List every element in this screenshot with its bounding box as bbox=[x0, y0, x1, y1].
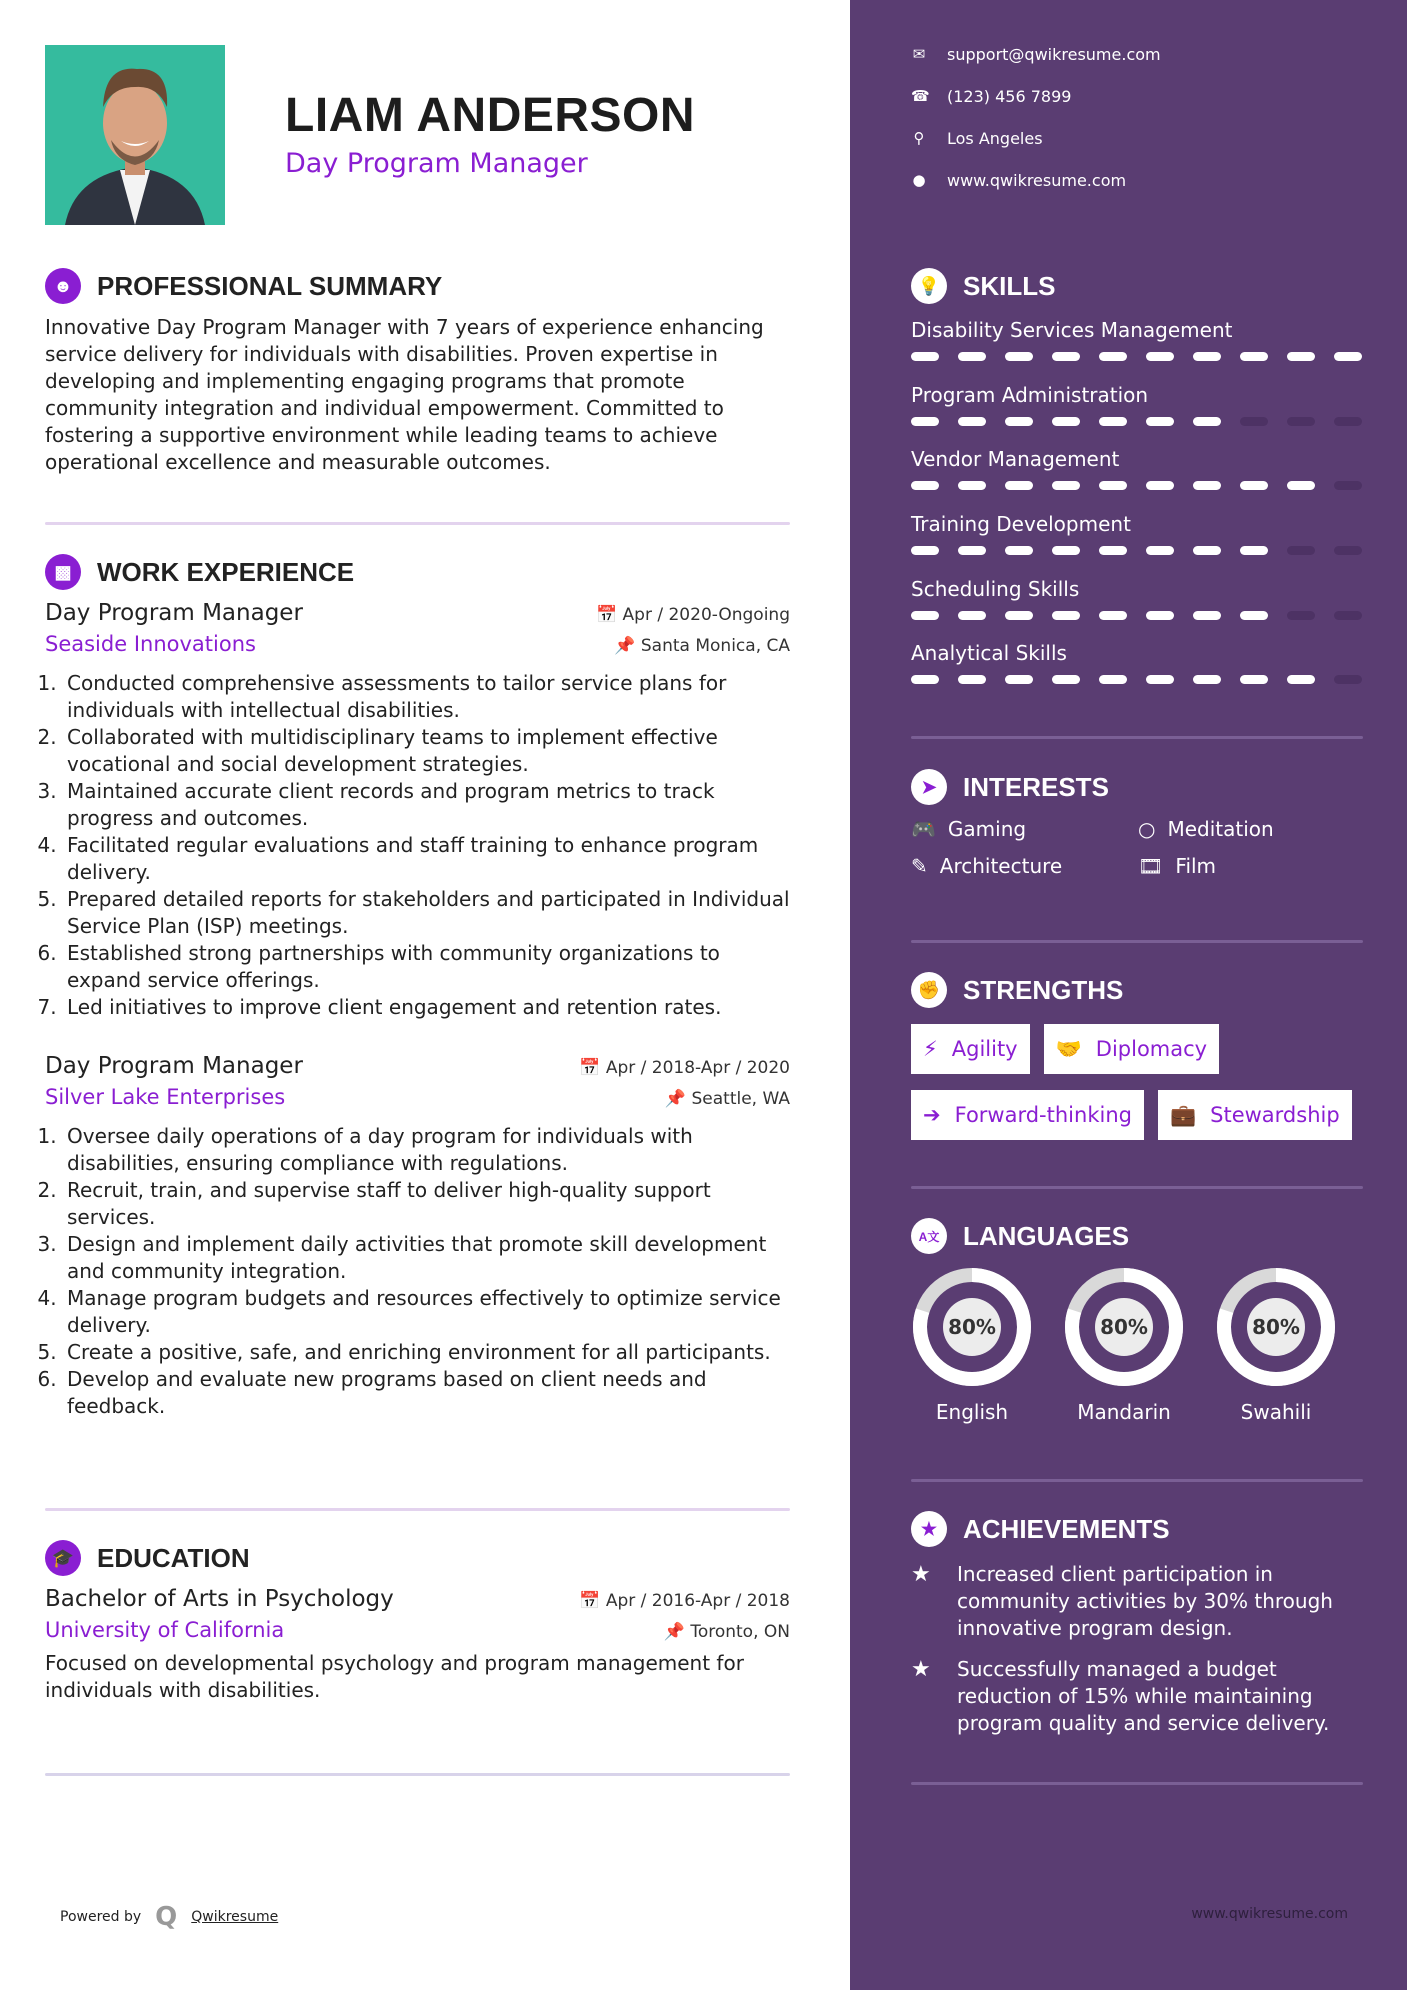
skill-label: Analytical Skills bbox=[911, 641, 1067, 666]
rating-dash bbox=[911, 675, 939, 684]
job-title: Day Program Manager bbox=[45, 600, 303, 626]
rating-dash bbox=[1334, 675, 1362, 684]
handshake-icon: 🤝 bbox=[1055, 1036, 1082, 1061]
job-bullets bbox=[45, 670, 790, 1021]
divider bbox=[45, 1773, 790, 1776]
job-date: Apr / 2020-Ongoing bbox=[622, 605, 790, 625]
skill-rating bbox=[911, 352, 1363, 361]
gamepad-icon: 🎮 bbox=[911, 817, 936, 841]
interest-label: Gaming bbox=[947, 817, 1027, 841]
rating-dash bbox=[958, 546, 986, 555]
job-location: Santa Monica, CA bbox=[640, 636, 790, 656]
rating-dash bbox=[1146, 417, 1174, 426]
skill-label: Training Development bbox=[911, 512, 1131, 537]
language-item bbox=[1063, 1266, 1185, 1424]
job-title: Day Program Manager bbox=[45, 1053, 303, 1079]
rating-dash bbox=[1052, 675, 1080, 684]
rating-dash bbox=[1146, 611, 1174, 620]
language-name: Swahili bbox=[1240, 1400, 1312, 1424]
bolt-icon: ⚡ bbox=[923, 1037, 938, 1061]
rating-dash bbox=[1287, 481, 1315, 490]
rating-dash bbox=[1099, 675, 1127, 684]
rating-dash bbox=[1287, 352, 1315, 361]
achievement-item bbox=[911, 1561, 1363, 1642]
rating-dash bbox=[1005, 611, 1033, 620]
section-heading: STRENGTHS bbox=[963, 974, 1124, 1005]
lightbulb-icon: 💡 bbox=[911, 268, 947, 304]
skills-section bbox=[911, 268, 1363, 706]
list-item: 7. Led initiatives to improve client engagement and retention rates. bbox=[63, 994, 790, 1021]
rating-dash bbox=[1240, 546, 1268, 555]
interest-item bbox=[911, 817, 1138, 841]
job-entry bbox=[45, 1053, 790, 1420]
rating-dash bbox=[911, 352, 939, 361]
rating-dash bbox=[911, 611, 939, 620]
rating-dash bbox=[1287, 611, 1315, 620]
language-name: English bbox=[935, 1400, 1009, 1424]
strength-tag bbox=[911, 1024, 1030, 1074]
summary-section bbox=[45, 268, 790, 476]
section-heading: LANGUAGES bbox=[963, 1220, 1130, 1251]
job-date: Apr / 2018-Apr / 2020 bbox=[605, 1058, 790, 1078]
rating-dash bbox=[1052, 481, 1080, 490]
summary-text: Innovative Day Program Manager with 7 years of experience enhancing service delivery for individuals with disabilities. Proven expertise in developing and implementing engaging programs that promote community integration and individual empowerment. Committed to fostering a supportive environment while leading teams to achieve operational excellence and measurable outcomes. bbox=[45, 315, 764, 474]
candidate-title: Day Program Manager bbox=[285, 148, 588, 179]
skill-item bbox=[911, 641, 1363, 706]
job-entry bbox=[45, 600, 790, 1021]
contact-list bbox=[911, 33, 1363, 201]
language-percent: 80% bbox=[1252, 1315, 1300, 1339]
rating-dash bbox=[1193, 611, 1221, 620]
skill-item bbox=[911, 512, 1363, 577]
rating-dash bbox=[1099, 611, 1127, 620]
strength-label: Forward-thinking bbox=[954, 1103, 1132, 1127]
calendar-icon: 📅 bbox=[595, 605, 623, 625]
qwikresume-logo-icon: Q bbox=[155, 1902, 178, 1932]
rating-dash bbox=[1334, 611, 1362, 620]
rating-dash bbox=[1193, 417, 1221, 426]
job-location: Seattle, WA bbox=[691, 1089, 790, 1109]
list-item: 5. Prepared detailed reports for stakeholders and participated in Individual Service Plan (ISP) meetings. bbox=[63, 886, 790, 940]
list-item: 4. Manage program budgets and resources effectively to optimize service delivery. bbox=[63, 1285, 790, 1339]
list-item: 1. Conducted comprehensive assessments to tailor service plans for individuals with intellectual disabilities. bbox=[63, 670, 790, 724]
rating-dash bbox=[1240, 352, 1268, 361]
globe-icon: ● bbox=[912, 171, 926, 189]
achievement-text: Successfully managed a budget reduction of 15% while maintaining program quality and service delivery. bbox=[957, 1657, 1330, 1735]
skill-label: Scheduling Skills bbox=[911, 576, 1080, 601]
interest-label: Architecture bbox=[939, 854, 1063, 878]
rating-dash bbox=[1334, 481, 1362, 490]
rating-dash bbox=[1005, 417, 1033, 426]
rating-dash bbox=[1193, 546, 1221, 555]
rating-dash bbox=[1052, 417, 1080, 426]
interest-item bbox=[1138, 817, 1363, 841]
section-heading: ACHIEVEMENTS bbox=[963, 1513, 1170, 1544]
map-marker-icon: ⚲ bbox=[913, 129, 925, 147]
skill-label: Disability Services Management bbox=[911, 318, 1233, 342]
rating-dash bbox=[1240, 481, 1268, 490]
edu-location: Toronto, ON bbox=[690, 1622, 790, 1642]
pin-icon: 📌 bbox=[614, 636, 641, 656]
ruler-icon: ✎ bbox=[911, 854, 928, 878]
pin-icon: 📌 bbox=[663, 1622, 691, 1642]
rating-dash bbox=[1240, 417, 1268, 426]
strength-label: Agility bbox=[951, 1037, 1018, 1061]
divider bbox=[45, 1508, 790, 1511]
paper-plane-icon: ➤ bbox=[911, 769, 947, 805]
briefcase-icon: 💼 bbox=[1169, 1102, 1197, 1127]
phone-icon: ☎ bbox=[911, 87, 930, 105]
film-icon: 🎞 bbox=[1138, 854, 1164, 878]
contact-phone: (123) 456 7899 bbox=[947, 86, 1072, 106]
rating-dash bbox=[1146, 481, 1174, 490]
divider bbox=[911, 1186, 1363, 1189]
list-item: 6. Established strong partnerships with community organizations to expand service offerings. bbox=[63, 940, 790, 994]
rating-dash bbox=[1146, 352, 1174, 361]
footer-website: www.qwikresume.com bbox=[1191, 1906, 1348, 1922]
qwikresume-link[interactable]: Qwikresume bbox=[191, 1909, 279, 1925]
section-heading: SKILLS bbox=[963, 270, 1056, 301]
powered-by-label: Powered by bbox=[60, 1909, 142, 1925]
achievement-item bbox=[911, 1656, 1363, 1737]
divider bbox=[911, 1782, 1363, 1785]
shooting-star-icon: ★ bbox=[911, 1562, 931, 1587]
strength-tag bbox=[911, 1090, 1144, 1140]
language-percent: 80% bbox=[1100, 1315, 1148, 1339]
rating-dash bbox=[911, 546, 939, 555]
circle-icon: ○ bbox=[1138, 817, 1156, 841]
rating-dash bbox=[1099, 352, 1127, 361]
rating-dash bbox=[958, 611, 986, 620]
rating-dash bbox=[1193, 352, 1221, 361]
rating-dash bbox=[1334, 417, 1362, 426]
rating-dash bbox=[1005, 352, 1033, 361]
skill-rating bbox=[911, 417, 1363, 426]
language-ring bbox=[1063, 1266, 1185, 1388]
degree: Bachelor of Arts in Psychology bbox=[45, 1586, 394, 1612]
rating-dash bbox=[911, 417, 939, 426]
rating-dash bbox=[1005, 675, 1033, 684]
language-item bbox=[911, 1266, 1033, 1424]
language-ring bbox=[911, 1266, 1033, 1388]
interest-label: Film bbox=[1175, 854, 1217, 878]
graduate-icon: 🎓 bbox=[45, 1540, 81, 1576]
list-item: 3. Maintained accurate client records and program metrics to track progress and outcomes. bbox=[63, 778, 790, 832]
star-icon: ★ bbox=[911, 1511, 947, 1547]
strength-tag bbox=[1044, 1024, 1219, 1074]
strength-tag bbox=[1158, 1090, 1352, 1140]
work-section bbox=[45, 554, 790, 1420]
skill-rating bbox=[911, 481, 1363, 490]
sidebar bbox=[850, 0, 1407, 1990]
rating-dash bbox=[1099, 417, 1127, 426]
rating-dash bbox=[911, 481, 939, 490]
language-ring bbox=[1215, 1266, 1337, 1388]
chair-icon: ▩ bbox=[45, 554, 81, 590]
rating-dash bbox=[958, 352, 986, 361]
interest-label: Meditation bbox=[1167, 817, 1274, 841]
interests-section bbox=[911, 769, 1363, 878]
achievements-section bbox=[911, 1511, 1363, 1751]
skill-rating bbox=[911, 611, 1363, 620]
rating-dash bbox=[1240, 675, 1268, 684]
list-item: 4. Facilitated regular evaluations and staff training to enhance program delivery. bbox=[63, 832, 790, 886]
rating-dash bbox=[1287, 546, 1315, 555]
edu-text: Focused on developmental psychology and program management for individuals with disabilities. bbox=[45, 1651, 744, 1702]
language-item bbox=[1215, 1266, 1337, 1424]
skill-item bbox=[911, 447, 1363, 512]
language-percent: 80% bbox=[948, 1315, 996, 1339]
rating-dash bbox=[1334, 352, 1362, 361]
pin-icon: 📌 bbox=[664, 1089, 692, 1109]
skill-label: Vendor Management bbox=[911, 447, 1120, 472]
rating-dash bbox=[1052, 352, 1080, 361]
skill-rating bbox=[911, 546, 1363, 555]
skill-item bbox=[911, 318, 1363, 383]
fist-icon: ✊ bbox=[911, 972, 947, 1008]
footer-powered bbox=[60, 1902, 278, 1932]
rating-dash bbox=[1099, 546, 1127, 555]
arrow-right-icon: ➔ bbox=[923, 1103, 941, 1127]
rating-dash bbox=[1146, 675, 1174, 684]
rating-dash bbox=[1287, 675, 1315, 684]
company-name: Seaside Innovations bbox=[45, 632, 256, 656]
skill-label: Program Administration bbox=[911, 382, 1149, 407]
contact-email[interactable]: support@qwikresume.com bbox=[947, 44, 1161, 64]
candidate-name: LIAM ANDERSON bbox=[285, 89, 696, 142]
user-icon: ☻ bbox=[45, 268, 81, 304]
edu-date: Apr / 2016-Apr / 2018 bbox=[605, 1591, 790, 1611]
rating-dash bbox=[1052, 546, 1080, 555]
languages-section bbox=[911, 1218, 1363, 1424]
calendar-icon: 📅 bbox=[579, 1591, 606, 1611]
skill-item bbox=[911, 577, 1363, 642]
list-item: 3. Design and implement daily activities that promote skill development and community integration. bbox=[63, 1231, 790, 1285]
profile-photo bbox=[45, 45, 225, 225]
list-item: 2. Collaborated with multidisciplinary teams to implement effective vocational and social development strategies. bbox=[63, 724, 790, 778]
strength-label: Diplomacy bbox=[1095, 1037, 1208, 1061]
contact-location: Los Angeles bbox=[947, 128, 1043, 148]
section-heading: INTERESTS bbox=[963, 771, 1109, 802]
rating-dash bbox=[1146, 546, 1174, 555]
achievement-text: Increased client participation in community activities by 30% through innovative program design. bbox=[957, 1562, 1333, 1640]
skill-rating bbox=[911, 675, 1363, 684]
rating-dash bbox=[1287, 417, 1315, 426]
rating-dash bbox=[1099, 481, 1127, 490]
strength-label: Stewardship bbox=[1210, 1103, 1340, 1127]
rating-dash bbox=[958, 481, 986, 490]
interest-item bbox=[911, 854, 1138, 878]
section-heading: EDUCATION bbox=[97, 1542, 250, 1573]
section-heading: PROFESSIONAL SUMMARY bbox=[97, 270, 443, 301]
skill-item bbox=[911, 383, 1363, 448]
list-item: 5. Create a positive, safe, and enriching environment for all participants. bbox=[63, 1339, 790, 1366]
list-item: 1. Oversee daily operations of a day program for individuals with disabilities, ensuring compliance with regulations. bbox=[63, 1123, 790, 1177]
calendar-icon: 📅 bbox=[579, 1058, 606, 1078]
school-name: University of California bbox=[45, 1618, 285, 1642]
rating-dash bbox=[1005, 481, 1033, 490]
interest-item bbox=[1138, 854, 1363, 878]
rating-dash bbox=[958, 675, 986, 684]
company-name: Silver Lake Enterprises bbox=[45, 1085, 286, 1109]
strengths-section bbox=[911, 972, 1363, 1140]
rating-dash bbox=[1193, 675, 1221, 684]
divider bbox=[45, 522, 790, 525]
shooting-star-icon: ★ bbox=[911, 1657, 931, 1682]
divider bbox=[911, 940, 1363, 943]
rating-dash bbox=[958, 417, 986, 426]
list-item: 6. Develop and evaluate new programs based on client needs and feedback. bbox=[63, 1366, 790, 1420]
list-item: 2. Recruit, train, and supervise staff to deliver high-quality support services. bbox=[63, 1177, 790, 1231]
divider bbox=[911, 736, 1363, 739]
rating-dash bbox=[1334, 546, 1362, 555]
translate-icon: A文 bbox=[911, 1218, 947, 1254]
section-heading: WORK EXPERIENCE bbox=[97, 556, 355, 587]
language-name: Mandarin bbox=[1077, 1400, 1171, 1424]
envelope-icon: ✉ bbox=[912, 45, 926, 63]
education-section bbox=[45, 1540, 790, 1704]
rating-dash bbox=[1005, 546, 1033, 555]
divider bbox=[911, 1479, 1363, 1482]
job-bullets bbox=[45, 1123, 790, 1420]
contact-website[interactable]: www.qwikresume.com bbox=[947, 170, 1127, 190]
rating-dash bbox=[1193, 481, 1221, 490]
rating-dash bbox=[1052, 611, 1080, 620]
rating-dash bbox=[1240, 611, 1268, 620]
